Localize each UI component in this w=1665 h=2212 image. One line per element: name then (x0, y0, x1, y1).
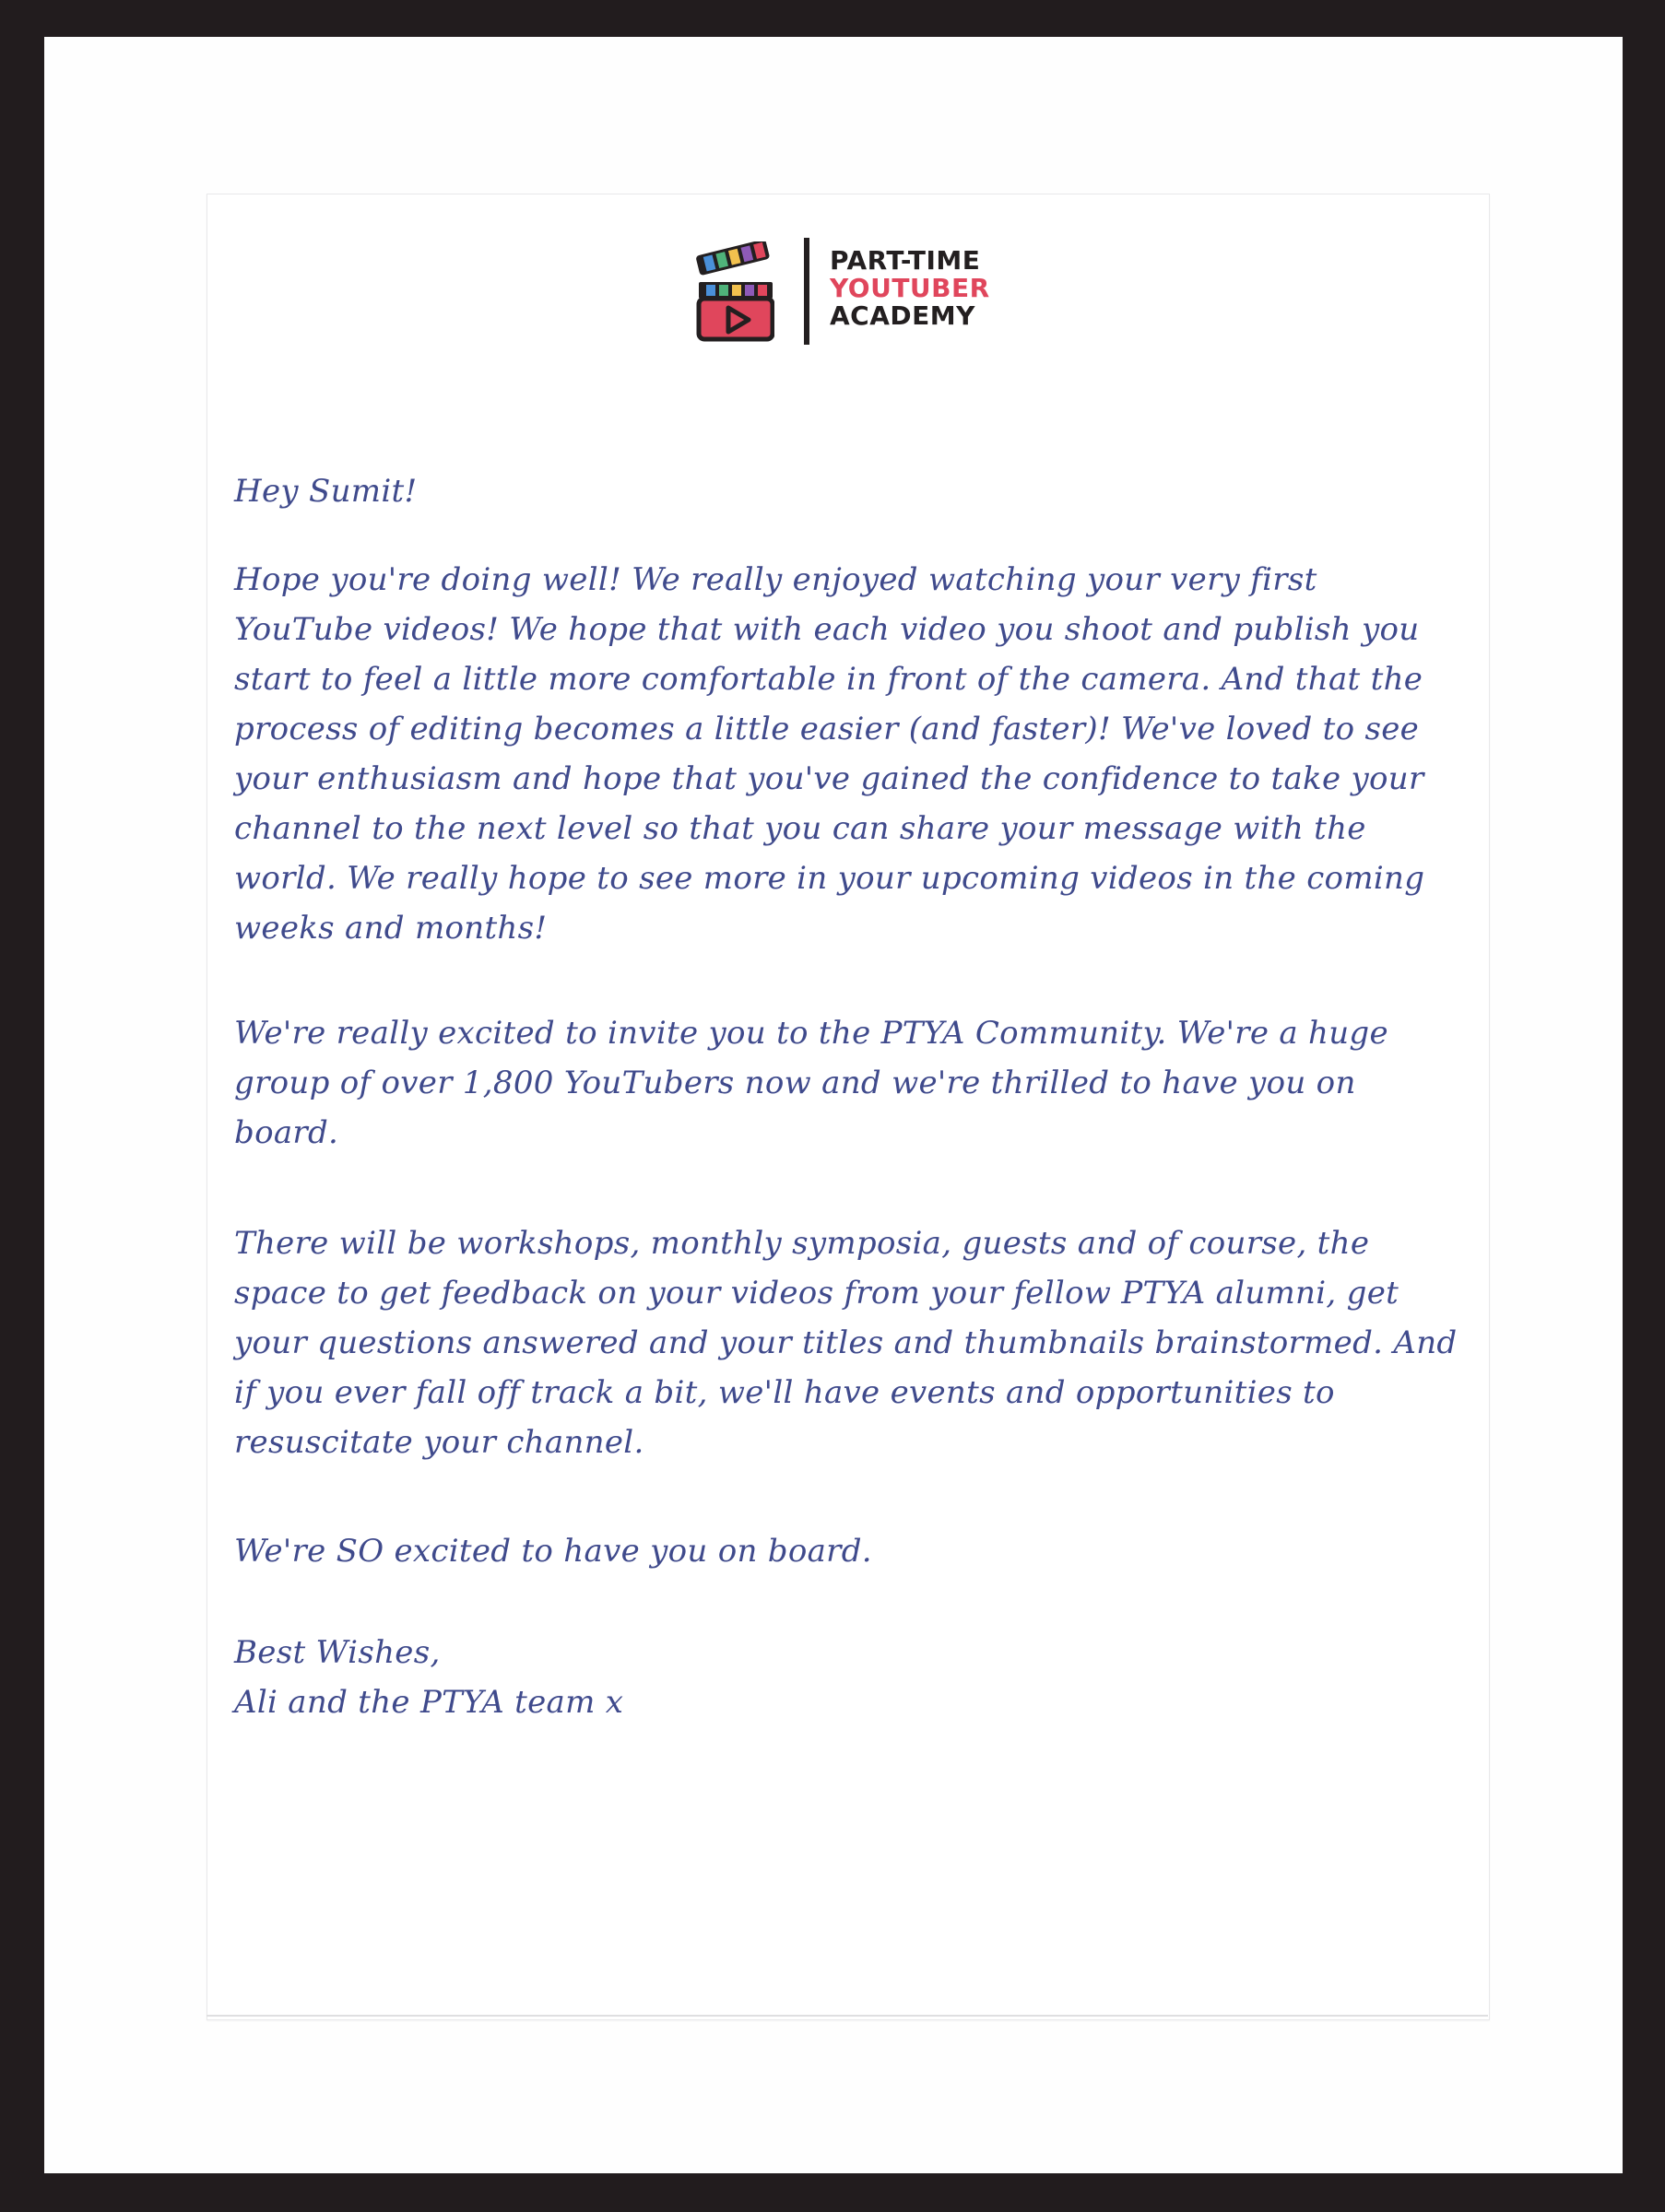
letter-paragraph-1: Hope you're doing well! We really enjoyed watching your very first YouTube videos! We hope that with each video you shoot and publish you start to feel a little more comfortable in front of the camera. And that the process of editing becomes a little easier (and faster)! We've loved to see your enthusiasm and hope that you've gained the confidence to take your channel to the next level so that you can share your message with the world. We really hope to see more in your upcoming videos in the coming weeks and months! (234, 561, 1425, 947)
logo-divider (804, 238, 809, 345)
logo-wordmark (830, 247, 990, 330)
letter-paragraph-2: We're really excited to invite you to the PTYA Community. We're a huge group of over 1,800 YouTubers now and we're thrilled to have you on board. (234, 1015, 1388, 1151)
letter-closing: Best Wishes, (234, 1634, 441, 1671)
logo-line-3: ACADEMY (830, 300, 975, 331)
sheet-edge-shadow (207, 2015, 1488, 2017)
clapperboard-play-icon (695, 241, 774, 343)
logo-line-2: YOUTUBER (830, 273, 990, 303)
letter-paragraph-4: We're SO excited to have you on board. (234, 1533, 872, 1570)
letter-greeting: Hey Sumit! (234, 473, 418, 510)
letter-signoff: Ali and the PTYA team x (234, 1684, 624, 1721)
letter-paragraph-3: There will be workshops, monthly symposia, guests and of course, the space to get feedback on your videos from your fellow PTYA alumni, get your questions answered and your titles and thumbnails brainstormed. And if you ever fall off track a bit, we'll have events and opportunities to resuscitate your channel. (234, 1225, 1458, 1461)
academy-logo (695, 238, 999, 347)
logo-line-1: PART-TIME (830, 245, 981, 276)
